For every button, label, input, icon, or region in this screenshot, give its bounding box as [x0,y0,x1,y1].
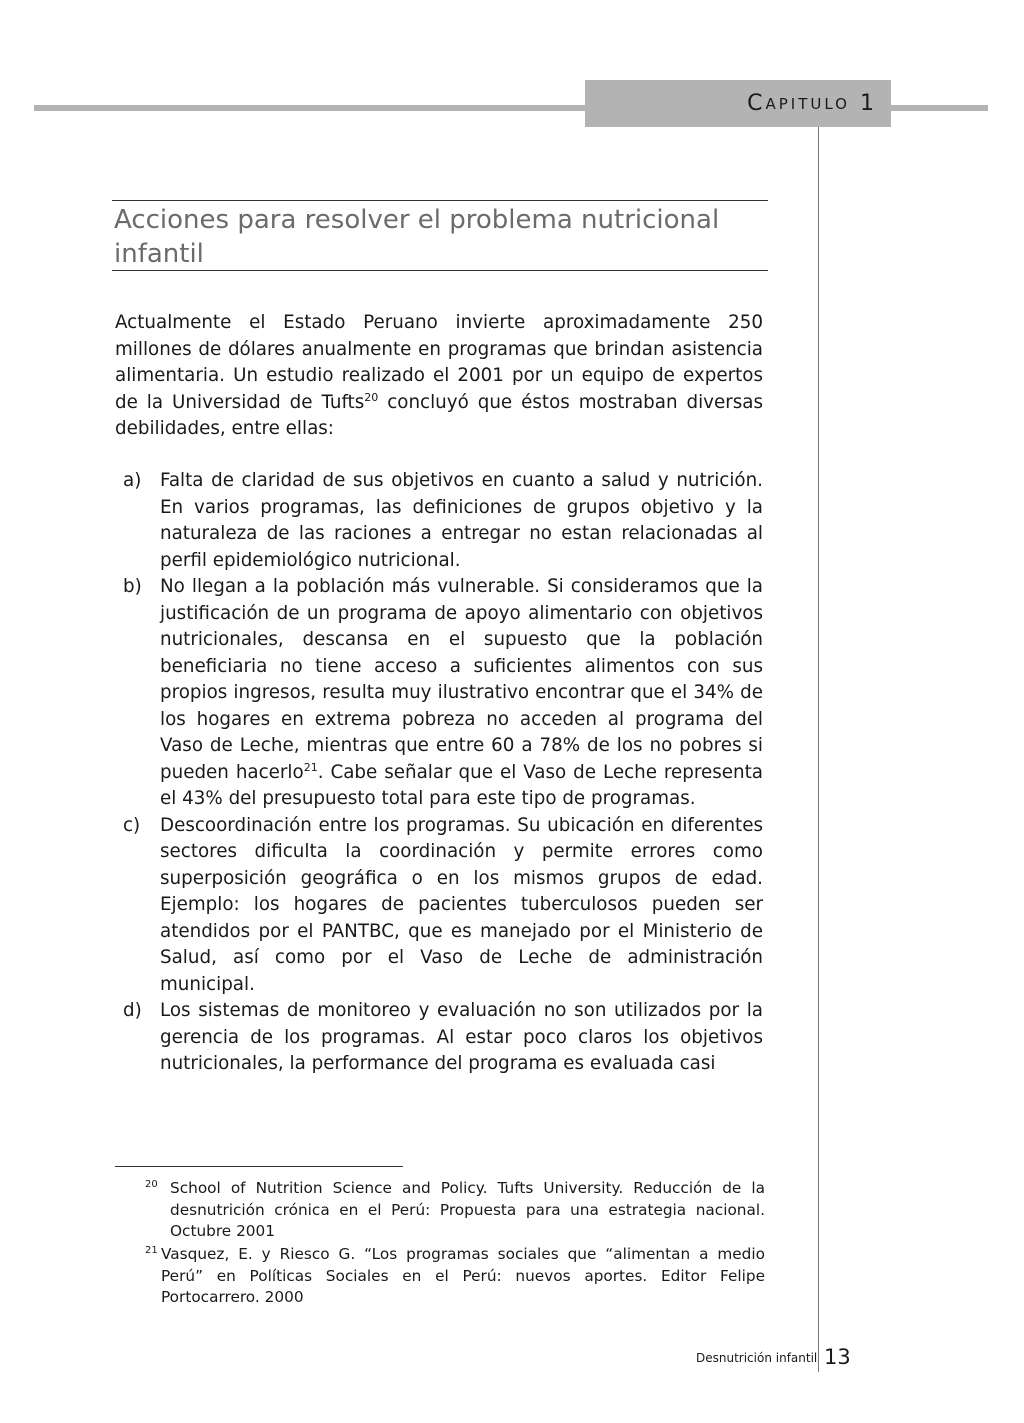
footnote-21 [145,1244,765,1309]
footnote-text: Vasquez, E. y Riesco G. “Los programas sociales que “alimentan a medio Perú” en Políticas Sociales en el Perú: nuevos aportes. Editor Felipe Portocarrero. 2000 [161,1245,765,1306]
chapter-header [585,80,891,127]
chapter-number-gap [850,91,860,116]
list-item [115,813,763,999]
footnote-rule [115,1166,403,1167]
section-title-block [112,200,768,271]
list-marker: a) [123,470,142,491]
intro-paragraph [115,310,763,443]
footnote-text: School of Nutrition Science and Policy. Tufts University. Reducción de la desnutrición crónica en el Perú: Propuesta para una estrategia nacional. Octubre 2001 [170,1179,765,1240]
footnote-number: 20 [145,1179,158,1190]
list-item-text: Los sistemas de monitoreo y evaluación no son utilizados por la gerencia de los programas. Al estar poco claros los objetivos nutricionales, la performance del programa es evaluada casi [160,1000,763,1074]
list-item-text-end: . Cabe señalar que el Vaso de Leche representa el 43% del presupuesto total para este tipo de programas. [160,761,763,809]
list-marker: c) [123,814,141,836]
footnote-ref-21: 21 [303,760,318,774]
footnote-number: 21 [145,1245,158,1256]
chapter-word: APITULO [765,94,850,113]
list-item [115,468,763,574]
footer-label: Desnutrición infantil [696,1351,818,1365]
list-item [115,574,763,813]
list-item-text-start: No llegan a la población más vulnerable. Si consideramos que la justificación de un programa de apoyo alimentario con objetivos nutricionales, descansa en el supuesto que la población beneficiaria no tiene acceso a suficientes alimentos con sus propios ingresos, resulta muy ilustrativo encontrar que el 34% de los hogares en extrema pobreza no acceden al programa del Vaso de Leche, mientras que entre 60 a 78% de los no pobres si pueden hacerlo [160,576,763,783]
section-title: Acciones para resolver el problema nutricional infantil [114,205,720,269]
list-item-text: Falta de claridad de sus objetivos en cuanto a salud y nutrición. En varios programas, las definiciones de grupos objetivo y la naturaleza de las raciones a entregar no estan relacionadas al perfil epidemiológico nutricional. [160,470,763,571]
list-item [115,998,763,1078]
margin-vertical-rule [818,127,819,1372]
footnote-20 [145,1178,765,1243]
intro-text-end: concluyó que éstos mostraban diversas debilidades, entre ellas: [115,391,764,439]
chapter-initial: C [747,91,766,116]
list-marker: b) [123,576,142,597]
intro-text-start: Actualmente el Estado Peruano invierte aproximadamente 250 millones de dólares anualmente en programas que brindan asistencia alimentaria. Un estudio realizado el 2001 por un equipo de expertos de la Universidad de Tufts [115,312,763,413]
chapter-number: 1 [860,91,877,116]
list-marker: d) [123,1000,142,1021]
weakness-list [115,468,763,1078]
footnote-ref-20: 20 [364,390,379,404]
page-number: 13 [824,1345,851,1369]
list-item-text: Descoordinación entre los programas. Su ubicación en diferentes sectores dificulta la coordinación y permite errores como superposición geográfica o en los mismos grupos de edad. Ejemplo: los hogares de pacientes tuberculosos pueden ser atendidos por el PANTBC, que es manejado por el Ministerio de Salud, así como por el Vaso de Leche de administración municipal. [160,814,763,995]
